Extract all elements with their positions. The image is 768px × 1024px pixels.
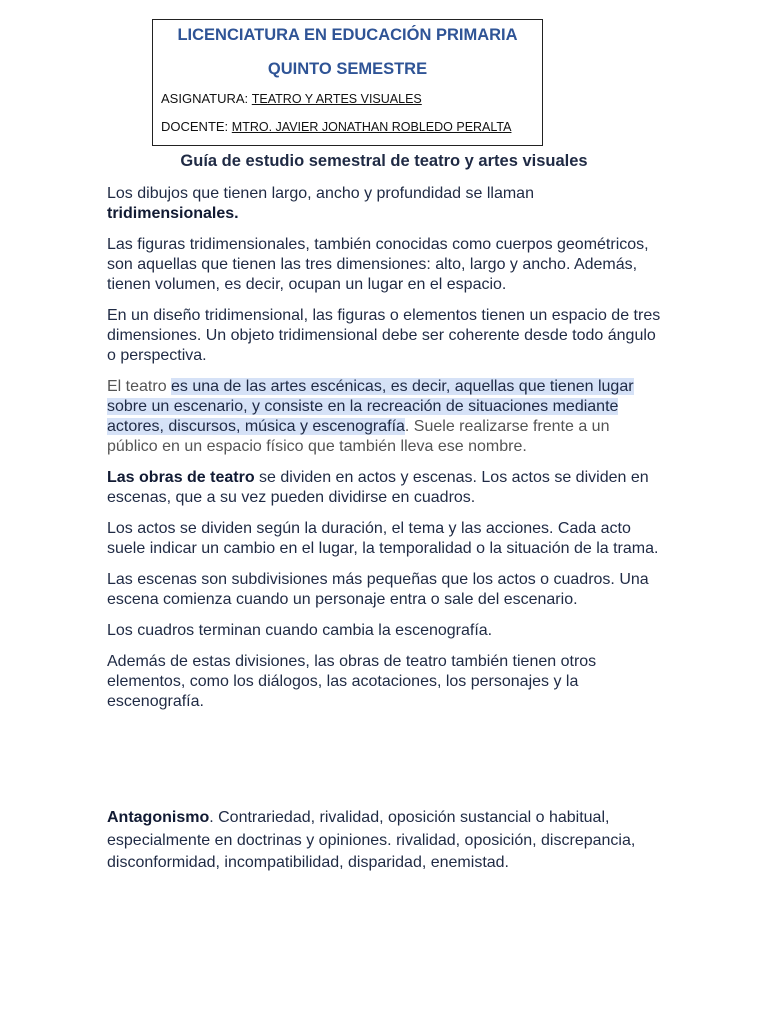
teacher-label: DOCENTE: (161, 119, 232, 134)
highlighted-text: es una de las artes escénicas, es decir, aquellas que tienen lugar sobre un escenario, y consiste en la recreación de situaciones mediante actores, discursos, música y escenografía (107, 378, 634, 435)
bold-term: tridimensionales. (107, 205, 239, 222)
program-title: LICENCIATURA EN EDUCACIÓN PRIMARIA (177, 26, 518, 44)
document-body (107, 184, 663, 723)
paragraph-acts: Los actos se dividen según la duración, el tema y las acciones. Cada acto suele indicar un cambio en el lugar, la temporalidad o la situación de la trama. (107, 520, 659, 557)
paragraph-design: En un diseño tridimensional, las figuras o elementos tienen un espacio de tres dimensiones. Un objeto tridimensional debe ser coherente desde todo ángulo o perspectiva. (107, 307, 661, 364)
paragraph-text: Los dibujos que tienen largo, ancho y profundidad se llaman (107, 185, 534, 202)
teacher-value: MTRO. JAVIER JONATHAN ROBLEDO PERALTA (231, 120, 512, 134)
header-box (152, 19, 543, 146)
semester-title: QUINTO SEMESTRE (267, 60, 428, 78)
paragraph-text: . Contrariedad, rivalidad, oposición sustancial o habitual, especialmente en doctrinas y opiniones. rivalidad, oposición, discrepancia, disconformidad, incompatibilidad, disparidad, enemistad. (107, 809, 636, 871)
paragraph-text: . Suele realizarse frente a un público en un espacio físico que también lleva ese nombre. (107, 418, 610, 455)
teacher-line (161, 119, 511, 134)
page-title: Guía de estudio semestral de teatro y artes visuales (180, 152, 588, 170)
bold-term: Las obras de teatro (107, 469, 255, 486)
bold-term: Antagonismo (107, 809, 210, 826)
paragraph-plays (107, 468, 663, 508)
subject-value: TEATRO Y ARTES VISUALES (251, 92, 422, 106)
paragraph-antagonism (107, 807, 667, 875)
paragraph-theater (107, 377, 663, 457)
subject-line (161, 91, 422, 106)
paragraph-text: El teatro (107, 378, 172, 395)
paragraph-elements: Además de estas divisiones, las obras de teatro también tienen otros elementos, como los diálogos, las acotaciones, los personajes y la escenografía. (107, 653, 597, 710)
subject-label: ASIGNATURA: (161, 91, 252, 106)
paragraph-tridimensional-definition (107, 184, 663, 224)
paragraph-text: se dividen en actos y escenas. Los actos se dividen en escenas, que a su vez pueden dividirse en cuadros. (107, 469, 649, 506)
paragraph-scenes: Las escenas son subdivisiones más pequeñas que los actos o cuadros. Una escena comienza cuando un personaje entra o sale del escenario. (107, 571, 649, 608)
paragraph-figures: Las figuras tridimensionales, también conocidas como cuerpos geométricos, son aquellas que tienen las tres dimensiones: alto, largo y ancho. Además, tienen volumen, es decir, ocupan un lugar en el espacio. (107, 236, 649, 293)
paragraph-frames: Los cuadros terminan cuando cambia la escenografía. (107, 622, 493, 639)
